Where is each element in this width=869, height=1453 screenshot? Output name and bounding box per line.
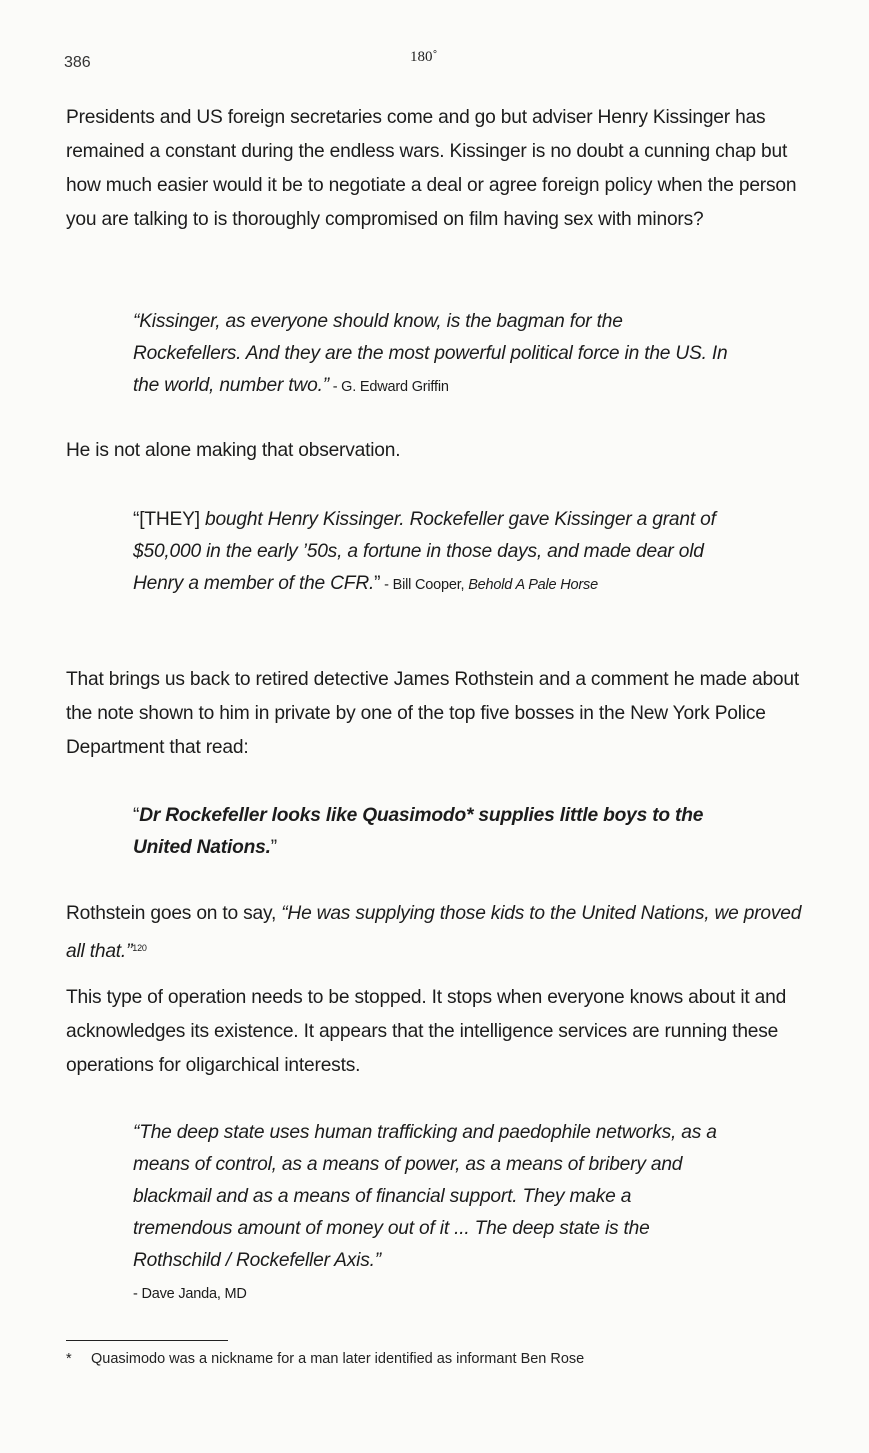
paragraph-4 (66, 897, 811, 969)
paragraph-3: That brings us back to retired detective James Rothstein and a comment he made about the note shown to him in private by one of the top five bosses in the New York Police Department that read: (66, 669, 799, 758)
blockquote-kissinger-griffin (133, 306, 733, 403)
footnote-divider (66, 1340, 228, 1341)
quote-close: ” (374, 573, 381, 594)
quote-text-bold: Dr Rockefeller looks like Quasimodo* supplies little boys to the United Nations. (133, 805, 704, 858)
paragraph-1: Presidents and US foreign secretaries come and go but adviser Henry Kissinger has remained a constant during the endless wars. Kissinger is no doubt a cunning chap but how much easier would it be to negotiate a deal or agree foreign policy when the person you are talking to is thoroughly compromised on film having sex with minors? (66, 107, 797, 230)
page-number: 386 (64, 54, 91, 71)
footnote (66, 1349, 584, 1369)
quote-text: “The deep state uses human trafficking and paedophile networks, as a means of control, as a means of power, as a means of bribery and blackmail and as a means of financial support. They make a tremendous amount of money out of it ... The deep state is the Rothschild / Rockefeller Axis.” (133, 1122, 717, 1271)
quote-open: “[THEY] (133, 509, 205, 530)
quote-attribution: - Bill Cooper, (380, 577, 469, 593)
endnote-reference: 120 (132, 943, 147, 953)
footnote-text: Quasimodo was a nickname for a man later identified as informant Ben Rose (91, 1351, 585, 1367)
quote-book-title: Behold A Pale Horse (468, 577, 598, 593)
quote-attribution: - G. Edward Griffin (328, 379, 449, 395)
quote-text: “Kissinger, as everyone should know, is the bagman for the Rockefellers. And they are the most powerful political force in the US. In the world, number two.” (133, 311, 728, 396)
paragraph-lead: Rothstein goes on to say, (66, 903, 282, 924)
footnote-marker: * (66, 1351, 72, 1367)
blockquote-janda (133, 1117, 723, 1310)
quote-attribution: - Dave Janda, MD (133, 1286, 247, 1302)
running-head: 180˚ (410, 49, 438, 65)
quote-open: “ (133, 805, 140, 826)
paragraph-5: This type of operation needs to be stopped. It stops when everyone knows about it and acknowledges its existence. It appears that the intelligence services are running these operations for oligarchical interests. (66, 987, 787, 1076)
blockquote-cooper (133, 504, 733, 601)
paragraph-2: He is not alone making that observation. (66, 440, 401, 461)
blockquote-note (133, 800, 733, 864)
inline-quote: “He was supplying those kids to the United Nations, we proved all that.” (66, 903, 802, 962)
quote-close: ” (270, 837, 277, 858)
quote-text: bought Henry Kissinger. Rockefeller gave Kissinger a grant of $50,000 in the early ’50s, a fortune in those days, and made dear old Henry a member of the CFR. (133, 509, 716, 594)
